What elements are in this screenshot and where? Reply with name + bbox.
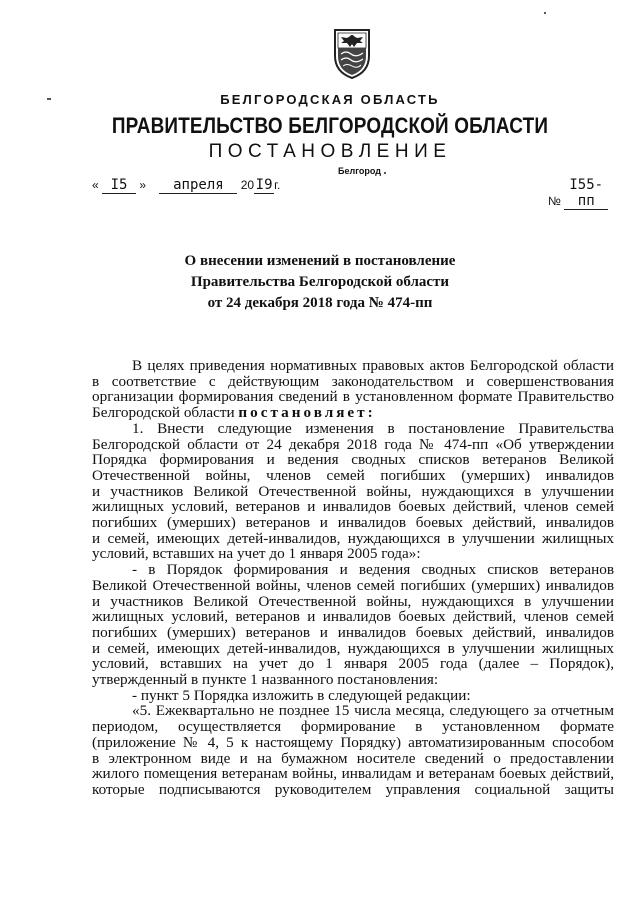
body-line: - пункт 5 Порядка изложить в следующей редакции: [132,686,471,704]
body-line: периодом, осуществляется формирование в установленном формате [92,718,614,736]
body-line: (приложение № 4, 5 к настоящему Порядку) автоматизированным способом [92,733,614,751]
number-value: I55-пп [564,177,608,210]
title-line: Правительства Белгородской области [190,274,450,290]
body-line: условий, вставших на учет до 1 января 2005 года (далее – Порядок), [92,655,614,673]
body-line: в соответствие с действующим законодательством и совершенствования [92,372,614,390]
body-line: Порядка формирования и ведения сводных списков ветеранов Великой [92,451,614,469]
body-line: погибших (умерших) ветеранов и инвалидов боевых действий, инвалидов [92,514,614,532]
decree-body [92,358,614,798]
body-line: в электронном виде и на бумажном носителе сведений о предоставлении [92,749,614,767]
resolves-colon: : [367,404,373,422]
title-line: от 24 декабря 2018 года № 474-пп [207,295,433,311]
body-line: Белгородской области от 24 декабря 2018 года № 474-пп «Об утверждении [92,435,614,453]
body-line: «5. Ежеквартально не позднее 15 числа месяца, следующего за отчетным [132,702,614,720]
date-year-prefix: 20 [240,178,255,192]
body-line: жилого помещения ветеранам войны, инвалидам и ветеранам боевых действий, [92,765,614,783]
decree-date [92,177,280,194]
body-line: погибших (умерших) ветеранов и инвалидов боевых действий, инвалидов [92,623,614,641]
body-line [92,405,614,421]
body-line: Великой Отечественной войны, членов семей погибших (умерших) инвалидов [92,576,614,594]
resolves-word: постановляет [238,404,368,422]
body-line: и семей, имеющих детей-инвалидов, нуждающихся в улучшении жилищных [92,529,614,547]
body-line: и участников Великой Отечественной войны, нуждающихся в улучшении [92,592,614,610]
body-line: утвержденный в пункте 1 названного постановления: [92,671,439,689]
body-line: - в Порядок формирования и ведения сводных списков ветеранов [132,561,614,579]
coat-of-arms-emblem [329,26,375,80]
body-line: В целях приведения нормативных правовых актов Белгородской области [132,357,614,374]
body-line: Отечественной войны, членов семей погибших (умерших) инвалидов [92,466,614,484]
decree-title [0,251,640,314]
scan-speck [544,12,546,14]
decree-number [548,177,608,210]
body-line: и семей, имеющих детей-инвалидов, нуждающихся в улучшении жилищных [92,639,614,657]
date-open-quote: « [92,178,99,192]
number-label: № [548,194,561,208]
intro-end-text: Белгородской области [92,404,239,422]
region-heading: БЕЛГОРОДСКАЯ ОБЛАСТЬ [220,92,440,107]
body-line: условий, вставших на учет до 1 января 2005 года»: [92,545,421,563]
title-line: О внесении изменений в постановление [184,253,456,269]
body-line: организации формирования сведений в установленном формате Правительство [92,388,614,406]
date-close-quote: » [139,178,147,192]
body-line: жилищных условий, ветеранов и инвалидов боевых действий, членов семей [92,608,614,626]
document-type-heading: ПОСТАНОВЛЕНИЕ [208,141,452,162]
date-day: I5 [102,177,136,194]
date-month: апреля [159,177,237,194]
scan-speck [47,98,51,100]
date-year-unit: г. [274,178,281,192]
date-year-suffix: I9 [255,177,273,193]
scan-speck [384,172,386,174]
body-line: и участников Великой Отечественной войны, нуждающихся в улучшении [92,482,614,500]
body-line: жилищных условий, ветеранов и инвалидов боевых действий, членов семей [92,498,614,516]
government-heading: ПРАВИТЕЛЬСТВО БЕЛГОРОДСКОЙ ОБЛАСТИ [111,113,549,138]
body-line: которые подписываются руководителем управления социальной защиты [92,780,614,798]
city-label: Белгород [338,166,381,176]
body-line: 1. Внести следующие изменения в постановление Правительства [132,419,614,437]
